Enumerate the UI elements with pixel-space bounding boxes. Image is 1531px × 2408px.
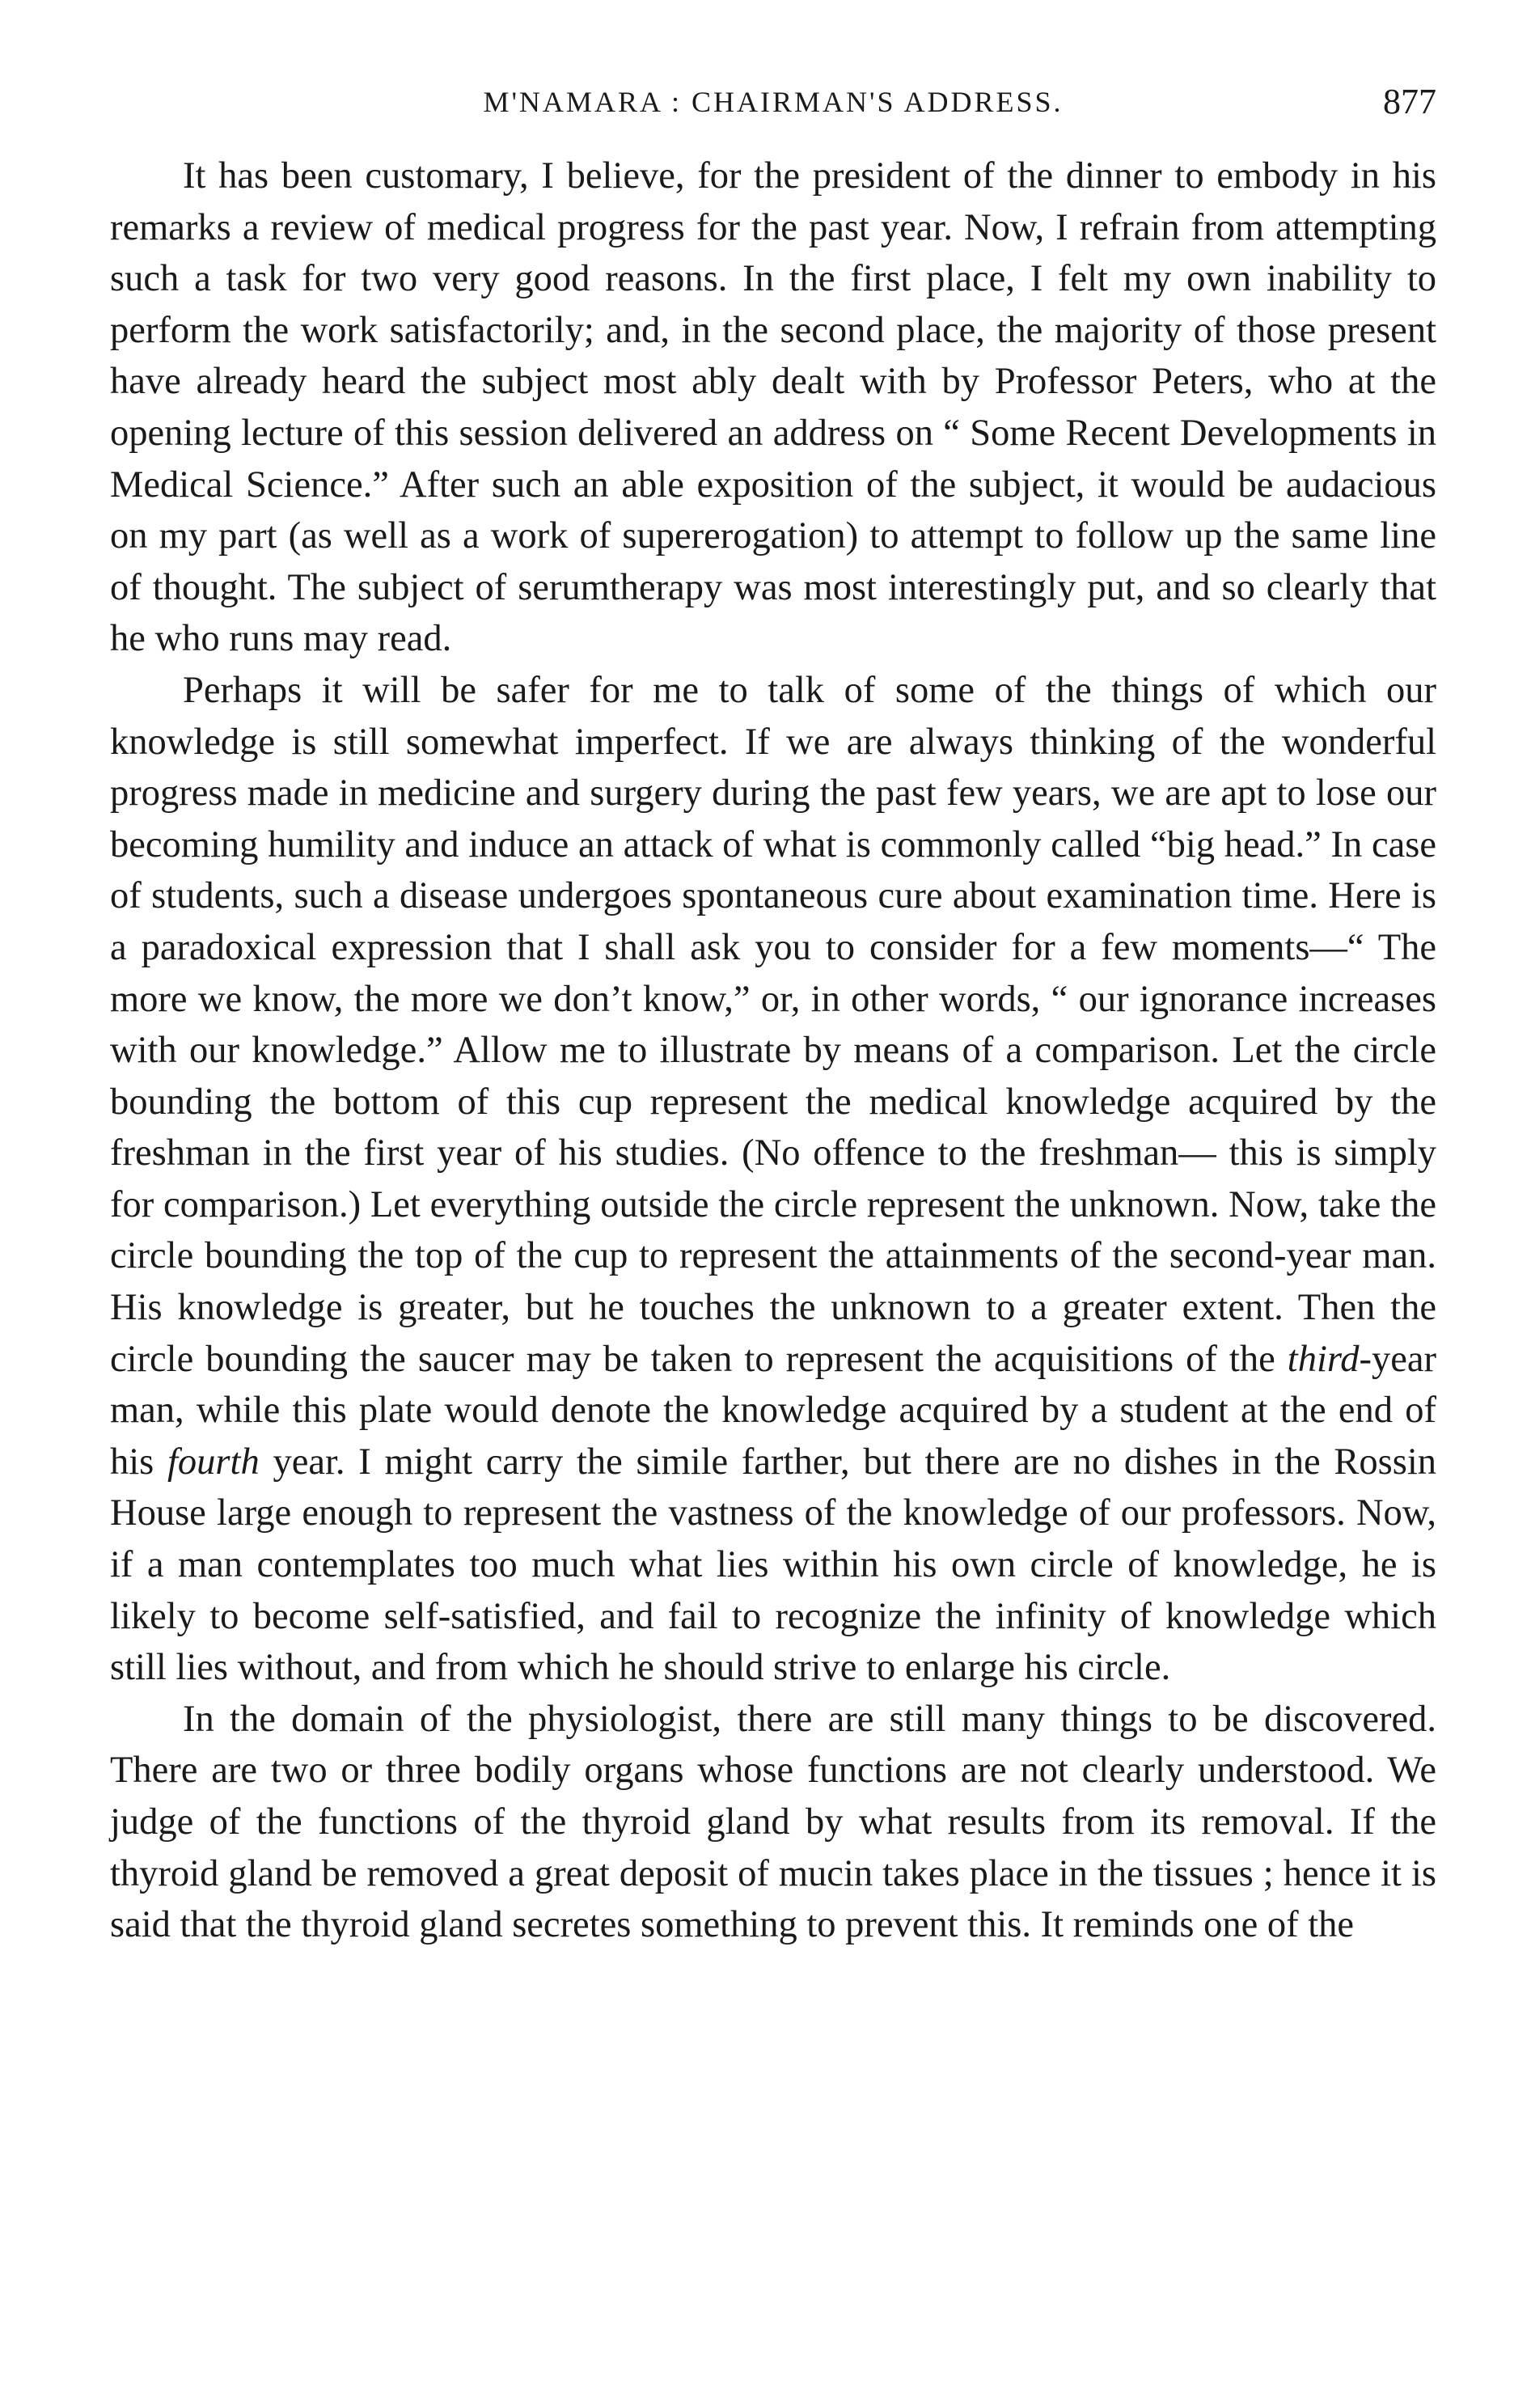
page-number: 877 — [1383, 82, 1436, 121]
paragraph-2-part-2: -year man, while this plate would denote the knowledge acquired by a student at the end of his — [110, 1338, 1436, 1483]
paragraph-2-part-1: Perhaps it will be safer for me to talk of some of the things of which our knowledge is still somewhat imperfect. If we are always thinking of the wonderful progress made in medicine and surgery during the past few years, we are apt to lose our becoming humility and induce an attack of what is commonly called “big head.” In case of students, such a disease undergoes spontaneous cure about examination time. Here is a paradoxical expression that I shall ask you to consider for a few moments—“ The more we know, the more we don’t know,” or, in other words, “ our ignorance increases with our knowledge.” Allow me to illustrate by means of a comparison. Let the circle bounding the bottom of this cup represent the medical knowledge acquired by the freshman in the first year of his studies. (No offence to the freshman— this is simply for comparison.) Let everything outside the circle represent the unknown. Now, take the circle bounding the top of the cup to represent the attainments of the second-year man. His knowledge is greater, but he touches the unknown to a greater extent. Then the circle bounding the saucer may be taken to represent the acquisitions of the — [110, 669, 1436, 1380]
italic-third: third — [1287, 1338, 1360, 1380]
italic-fourth: fourth — [167, 1441, 260, 1483]
paragraph-2 — [110, 665, 1436, 1694]
running-title: M'NAMARA : CHAIRMAN'S ADDRESS. — [483, 86, 1064, 118]
running-head — [110, 78, 1436, 126]
book-page — [110, 78, 1436, 1951]
body-text — [110, 150, 1436, 1951]
paragraph-3: In the domain of the physiologist, there are still many things to be discovered. There are two or three bodily organs whose functions are not clearly understood. We judge of the functions of the thyroid gland by what results from its removal. If the thyroid gland be removed a great deposit of mucin takes place in the tissues ; hence it is said that the thyroid gland secretes something to prevent this. It reminds one of the — [110, 1698, 1436, 1946]
paragraph-2-part-3: year. I might carry the simile farther, but there are no dishes in the Rossin House large enough to represent the vastness of the knowledge of our professors. Now, if a man contemplates too much what lies within his own circle of knowledge, he is likely to become self-satisfied, and fail to recognize the infinity of knowledge which still lies without, and from which he should strive to enlarge his circle. — [110, 1441, 1436, 1689]
paragraph-1: It has been customary, I believe, for the president of the dinner to embody in his remarks a review of medical progress for the past year. Now, I refrain from attempting such a task for two very good reasons. In the first place, I felt my own inability to perform the work satisfactorily; and, in the second place, the majority of those present have already heard the subject most ably dealt with by Professor Peters, who at the opening lecture of this session delivered an address on “ Some Recent Developments in Medical Science.” After such an able exposition of the subject, it would be audacious on my part (as well as a work of supererogation) to attempt to follow up the same line of thought. The subject of serumtherapy was most interestingly put, and so clearly that he who runs may read. — [110, 155, 1436, 660]
